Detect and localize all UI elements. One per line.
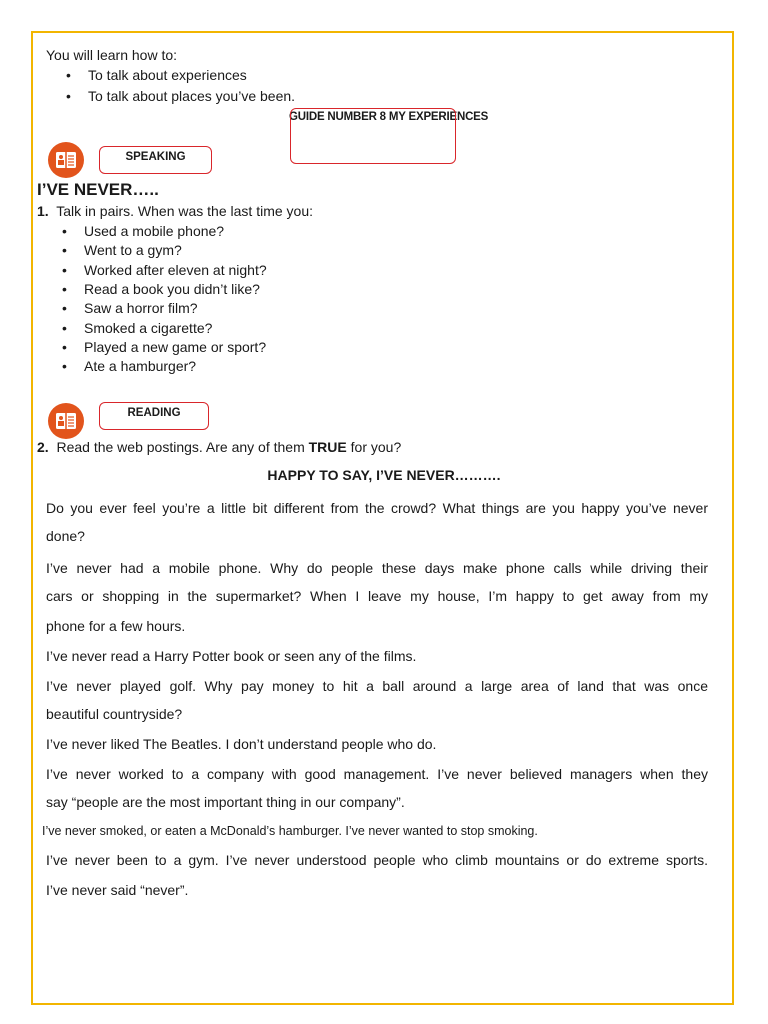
reading-line: done? [46,528,85,544]
speaking-question: • Saw a horror film? [62,300,198,317]
reading-line: I’ve never read a Harry Potter book or seen any of the films. [46,648,417,664]
speaking-label: SPEAKING [125,151,186,163]
speaking-question: • Worked after eleven at night? [62,261,267,278]
reading-line: I’ve never been to a gym. I’ve never understood people who climb mountains or do extreme sports. [46,852,708,868]
reading-line: I’ve never worked to a company with good management. I’ve never believed managers when they [46,766,708,782]
book-icon [47,402,85,440]
intro-bullet: • To talk about places you’ve been. [66,88,296,104]
reading-line: I’ve never smoked, or eaten a McDonald’s hamburger. I’ve never wanted to stop smoking. [42,824,538,838]
speaking-heading: I’VE NEVER….. [37,180,159,199]
reading-line: I’ve never had a mobile phone. Why do people these days make phone calls while driving their [46,560,708,576]
speaking-question: • Went to a gym? [62,242,182,259]
reading-label: READING [127,407,181,419]
intro-line: You will learn how to: [46,47,178,63]
reading-line: I’ve never said “never”. [46,882,189,898]
title-highlight-box [290,108,456,164]
speaking-question: • Used a mobile phone? [62,223,225,239]
reading-task: 2. Read the web postings. Are any of them TRUE for you? [37,439,402,455]
speaking-question: • Ate a hamburger? [62,358,197,375]
speaking-question: • Read a book you didn’t like? [62,280,260,297]
speaking-task: 1. Talk in pairs. When was the last time you: [37,203,313,219]
book-icon [47,141,85,179]
speaking-question: • Smoked a cigarette? [62,319,213,336]
reading-line: beautiful countryside? [46,706,183,722]
reading-line: Do you ever feel you’re a little bit different from the crowd? What things are you happy you’ve never [46,500,708,516]
intro-bullet: • To talk about experiences [66,67,247,83]
reading-line: I’ve never liked The Beatles. I don’t understand people who do. [46,736,437,752]
speaking-question: • Played a new game or sport? [62,338,267,355]
reading-title: HAPPY TO SAY, I’VE NEVER………. [267,467,501,483]
guide-title: GUIDE NUMBER 8 MY EXPERIENCES [289,111,489,123]
reading-line: I’ve never played golf. Why pay money to hit a ball around a large area of land that was once [46,678,708,694]
reading-line: phone for a few hours. [46,618,186,634]
reading-line: say “people are the most important thing in our company”. [46,794,405,810]
reading-line: cars or shopping in the supermarket? When I leave my house, I’m happy to get away from my [46,588,708,604]
